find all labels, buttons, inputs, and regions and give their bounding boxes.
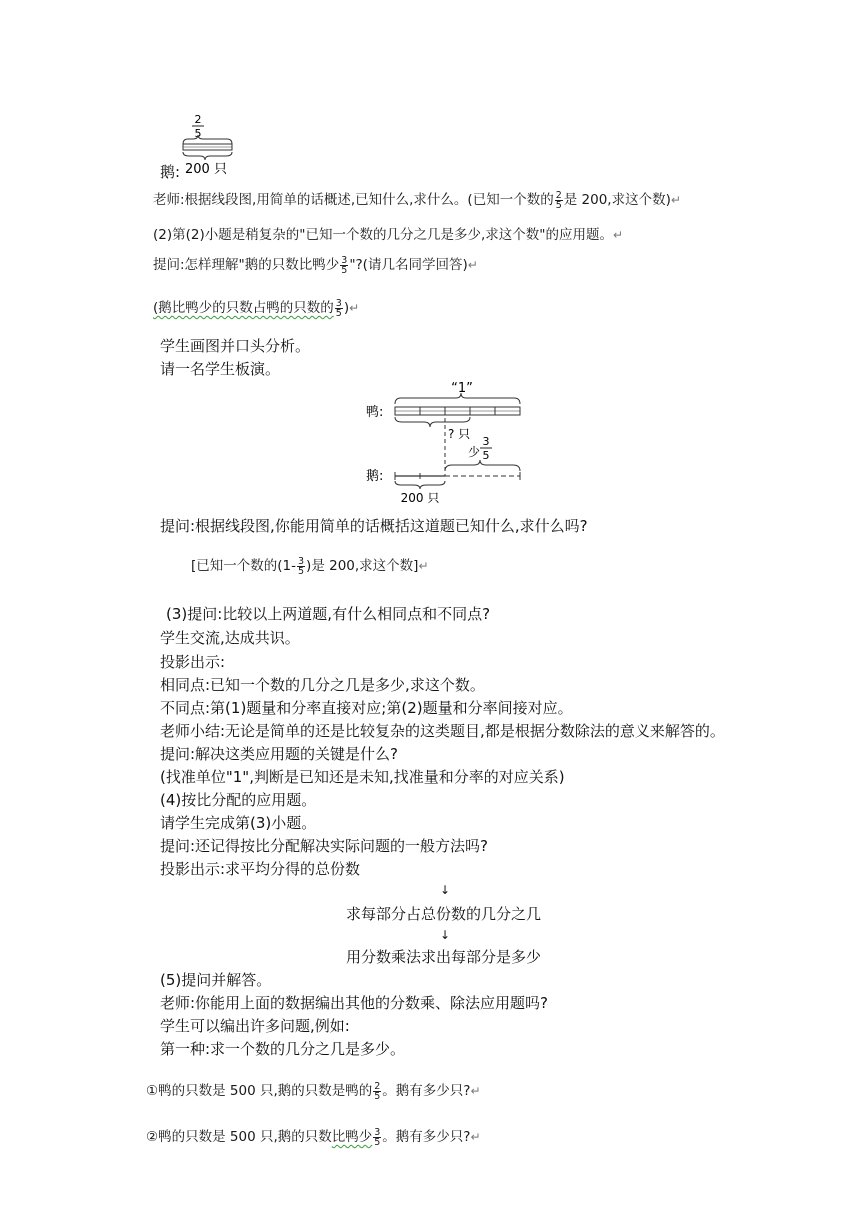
paragraph-mark-icon: ↵ <box>670 193 681 207</box>
line-example-2 <box>146 1127 481 1147</box>
fraction-three-fifths <box>373 1128 381 1147</box>
fraction-numerator: 3 <box>341 254 348 266</box>
diagram1-fraction-numerator: 2 <box>194 113 202 126</box>
text-segment: [已知一个数的(1- <box>191 558 296 574</box>
line-complete-task: 请学生完成第(3)小题。 <box>160 814 317 832</box>
text-segment: 是 200,求这个数) <box>563 192 671 208</box>
paragraph-mark-icon: ↵ <box>470 1130 481 1144</box>
fraction-three-fifths <box>335 299 343 318</box>
paragraph-mark-icon: ↵ <box>612 228 624 242</box>
fraction-three-fifths <box>340 256 348 275</box>
fraction-numerator: 3 <box>374 1126 381 1138</box>
fraction-denominator: 5 <box>341 264 348 276</box>
line-method-question: 提问:还记得按比分配解决实际问题的一般方法吗? <box>160 837 489 855</box>
fraction-denominator: 5 <box>555 199 562 211</box>
paragraph-mark-icon: ↵ <box>470 1084 481 1098</box>
text-segment: )是 200,求这个数] <box>306 558 419 574</box>
duck-row-label: 鸭: <box>366 405 384 420</box>
line-ask-solve: (5)提问并解答。 <box>160 971 272 989</box>
less-label: 少 <box>468 445 481 459</box>
text-segment: 。鹅有多少只? <box>382 1083 471 1099</box>
text-segment: 。鹅有多少只? <box>382 1129 471 1145</box>
text-segment: 提问:怎样理解"鹅的只数比鸭少 <box>153 257 340 273</box>
fraction-three-fifths <box>297 557 305 576</box>
text-segment: ①鸭的只数是 500 只,鹅的只数是鸭的 <box>146 1083 373 1099</box>
diagram1-row-label: 鹅: <box>160 163 181 181</box>
paragraph-mark-icon: ↵ <box>467 258 478 272</box>
text-segment: 老师:根据线段图,用简单的话概述,已知什么,求什么。(已知一个数的 <box>153 192 554 208</box>
line-similarity: 相同点:已知一个数的几分之几是多少,求这个数。 <box>160 676 485 694</box>
line-student-board: 请一名学生板演。 <box>160 360 281 378</box>
line-step-multiply: 用分数乘法求出每部分是多少 <box>346 948 542 966</box>
question-count-label: ? 只 <box>448 427 471 441</box>
unit-one-label: “1” <box>451 381 473 396</box>
line-ratio-problem: (4)按比分配的应用题。 <box>160 791 317 809</box>
down-arrow-icon: ↓ <box>439 883 451 897</box>
goose-row-label: 鹅: <box>366 469 384 484</box>
fraction-numerator: 3 <box>335 297 342 309</box>
text-segment: ) <box>343 300 350 316</box>
line-students-create: 学生可以编出许多问题,例如: <box>160 1017 350 1035</box>
text-segment: ②鸭的只数是 500 只,鹅的只数 <box>146 1129 332 1145</box>
diagram1-fraction-denominator: 5 <box>194 127 202 140</box>
text-segment: 比鸭少 <box>331 1129 373 1145</box>
fraction-two-fifths <box>373 1082 381 1101</box>
line-compare: (3)提问:比较以上两道题,有什么相同点和不同点? <box>166 605 491 623</box>
line-step-fraction: 求每部分占总份数的几分之几 <box>346 905 542 923</box>
line-projection-steps: 投影出示:求平均分得的总份数 <box>160 860 361 878</box>
fraction-numerator: 3 <box>298 555 305 567</box>
line-type-one: 第一种:求一个数的几分之几是多少。 <box>160 1040 406 1058</box>
duck-goose-segment-diagram <box>360 378 540 506</box>
diagram1-count-label: 200 只 <box>185 162 227 177</box>
line-question-2-intro <box>153 225 623 245</box>
fraction-numerator: 2 <box>374 1080 381 1092</box>
fraction-numerator: 2 <box>555 189 562 201</box>
paragraph-mark-icon: ↵ <box>418 559 429 573</box>
less-fraction-denominator: 5 <box>482 449 490 462</box>
line-teacher-summary <box>153 190 681 210</box>
diagram2-count-label: 200 只 <box>400 491 440 505</box>
line-teacher-create: 老师:你能用上面的数据编出其他的分数乘、除法应用题吗? <box>160 994 549 1012</box>
line-key-question: 提问:解决这类应用题的关键是什么? <box>160 745 399 763</box>
line-teacher-conclusion: 老师小结:无论是简单的还是比较复杂的这类题目,都是根据分数除法的意义来解答的。 <box>160 722 725 740</box>
line-ask-summarize: 提问:根据线段图,你能用简单的话概括这道题已知什么,求什么吗? <box>160 517 588 535</box>
line-key-answer: (找准单位"1",判断是已知还是未知,找准量和分率的对应关系) <box>160 768 565 786</box>
text-segment: (2)第(2)小题是稍复杂的"已知一个数的几分之几是多少,求这个数"的应用题。 <box>153 227 613 243</box>
line-projection: 投影出示: <box>160 653 226 671</box>
fraction-denominator: 5 <box>335 307 342 319</box>
fraction-two-fifths <box>555 191 563 210</box>
text-segment: (鹅比鸭少的只数占鸭的只数的 <box>153 300 334 316</box>
fraction-denominator: 5 <box>298 565 305 577</box>
line-example-1 <box>146 1081 481 1101</box>
line-ask-understanding <box>153 255 478 275</box>
line-difference: 不同点:第(1)题量和分率直接对应;第(2)题量和分率间接对应。 <box>160 699 573 717</box>
less-fraction-numerator: 3 <box>482 435 490 448</box>
fraction-denominator: 5 <box>374 1090 381 1102</box>
line-answer-ratio <box>153 298 359 318</box>
line-known-condition <box>191 556 429 576</box>
line-discuss: 学生交流,达成共识。 <box>160 629 300 647</box>
fraction-denominator: 5 <box>374 1136 381 1148</box>
line-student-draw: 学生画图并口头分析。 <box>160 337 311 355</box>
text-segment: "?(请几名同学回答) <box>349 257 468 273</box>
paragraph-mark-icon: ↵ <box>349 301 360 315</box>
down-arrow-icon: ↓ <box>439 928 451 942</box>
